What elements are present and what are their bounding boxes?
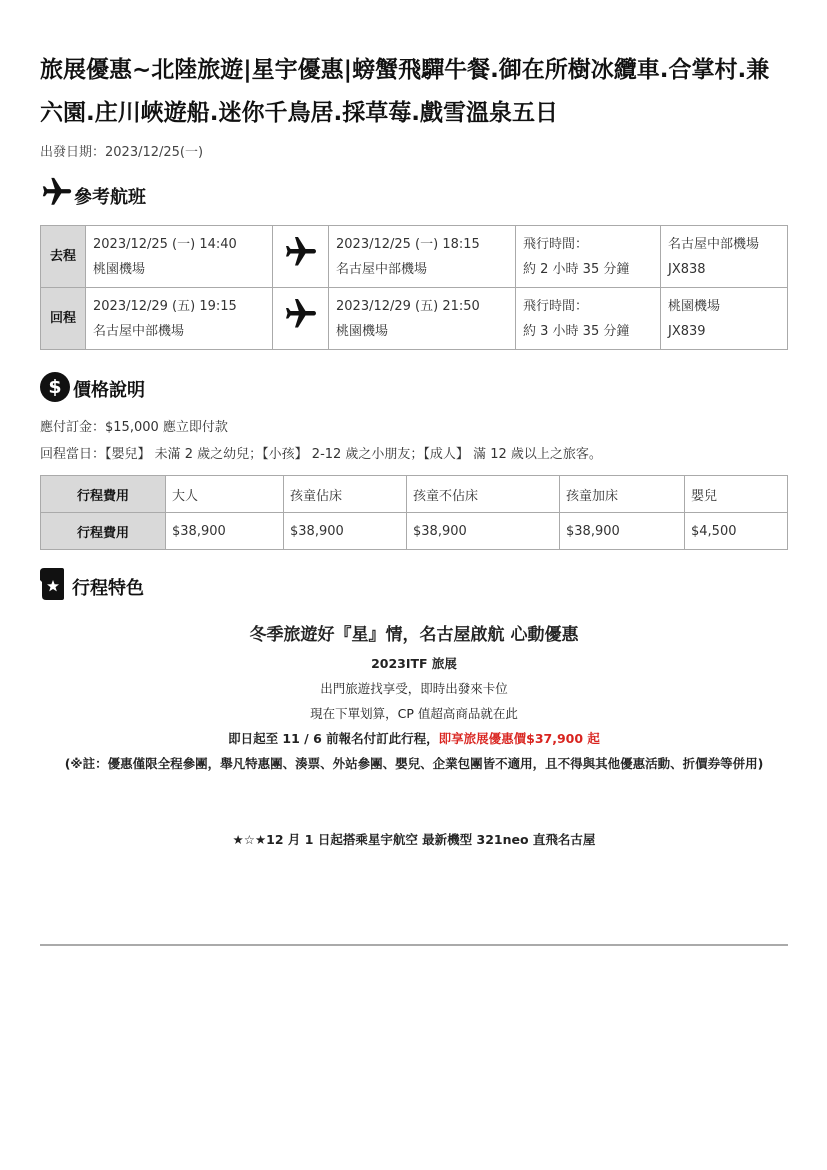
- page-title: 旅展優惠~北陸旅遊|星宇優惠|螃蟹飛驒牛餐.御在所樹冰纜車.合掌村.兼六園.庄川峽遊船.迷你千鳥居.採草莓.戲雪溫泉五日: [40, 57, 770, 126]
- depart-time: 2023/12/29 (五) 19:15: [93, 298, 237, 314]
- depart-time: 2023/12/25 (一) 14:40: [93, 236, 237, 252]
- depart-cell: [86, 226, 273, 288]
- flight-number: JX838: [668, 261, 706, 277]
- duration-cell: [516, 288, 661, 350]
- table-cell: 孩童不佔床: [407, 476, 560, 513]
- arrow-cell: [273, 226, 329, 288]
- table-cell: 行程費用: [41, 513, 166, 550]
- direction-cell: 去程: [41, 226, 86, 288]
- promo-highlight: 即享旅展優惠價$37,900 起: [438, 731, 600, 746]
- departure-date: 出發日期：2023/12/25(一): [40, 145, 204, 160]
- arrive-airport: 名古屋中部機場: [336, 261, 428, 277]
- arrive-cell: [329, 226, 516, 288]
- arrive-time: 2023/12/29 (五) 21:50: [336, 298, 480, 314]
- divider: [40, 944, 788, 946]
- flights-heading: [40, 175, 146, 209]
- price-table: [40, 475, 788, 550]
- arrive-cell: [329, 288, 516, 350]
- destination-airport: 名古屋中部機場: [668, 236, 760, 252]
- aircraft-note: ★☆★12 月 1 日起搭乘星宇航空 最新機型 321neo 直飛名古屋: [232, 832, 596, 847]
- disclaimer: (※註：優惠僅限全程參團，舉凡特惠團、湊票、外站參團、嬰兒、企業包團皆不適用，且不得與其他優惠活動、折價券等併用): [64, 756, 764, 771]
- duration-label: 飛行時間：: [523, 298, 589, 314]
- feature-headline: 冬季旅遊好『星』情，名古屋啟航 心動優惠: [249, 625, 579, 645]
- feature-line: 現在下單划算，CP 值超高商品就在此: [310, 706, 518, 721]
- table-cell: 大人: [166, 476, 284, 513]
- table-cell: 孩童加床: [560, 476, 685, 513]
- pricing-heading: [40, 368, 145, 402]
- duration-value: 約 2 小時 35 分鐘: [523, 261, 630, 277]
- flight-info-cell: [661, 288, 788, 350]
- table-cell: $4,500: [685, 513, 788, 550]
- feature-subtitle: 2023ITF 旅展: [371, 656, 457, 671]
- flight-number: JX839: [668, 323, 706, 339]
- table-cell: $38,900: [560, 513, 685, 550]
- table-cell: 行程費用: [41, 476, 166, 513]
- dollar-icon: $: [40, 372, 70, 402]
- deposit-note: 應付訂金：$15,000 應立即付款: [40, 420, 228, 435]
- promo-line: [40, 729, 788, 747]
- duration-label: 飛行時間：: [523, 236, 589, 252]
- star-document-icon: [40, 568, 66, 600]
- arrow-cell: [273, 288, 329, 350]
- duration-value: 約 3 小時 35 分鐘: [523, 323, 630, 339]
- duration-cell: [516, 226, 661, 288]
- flight-row-outbound: [41, 226, 788, 288]
- table-cell: 孩童佔床: [284, 476, 407, 513]
- feature-line: 出門旅遊找享受，即時出發來卡位: [320, 681, 508, 696]
- price-header-row: [41, 476, 788, 513]
- depart-airport: 桃園機場: [93, 261, 146, 277]
- table-cell: $38,900: [407, 513, 560, 550]
- airplane-icon: [40, 175, 74, 209]
- arrive-airport: 桃園機場: [336, 323, 389, 339]
- age-note: 回程當日：【嬰兒】 未滿 2 歲之幼兒；【小孩】 2-12 歲之小朋友；【成人】 滿 12 歲以上之旅客。: [40, 447, 602, 462]
- table-cell: $38,900: [166, 513, 284, 550]
- depart-airport: 名古屋中部機場: [93, 323, 185, 339]
- flights-table: [40, 225, 788, 350]
- airplane-icon: [283, 296, 319, 332]
- features-heading-label: 行程特色: [72, 578, 144, 599]
- pricing-heading-label: 價格說明: [73, 380, 145, 401]
- price-value-row: [41, 513, 788, 550]
- destination-airport: 桃園機場: [668, 298, 721, 314]
- airplane-icon: [283, 234, 319, 270]
- depart-cell: [86, 288, 273, 350]
- direction-cell: 回程: [41, 288, 86, 350]
- table-cell: 嬰兒: [685, 476, 788, 513]
- table-cell: $38,900: [284, 513, 407, 550]
- flights-heading-label: 參考航班: [74, 187, 146, 208]
- flight-row-return: [41, 288, 788, 350]
- promo-prefix: 即日起至 11 / 6 前報名付訂此行程，: [228, 731, 439, 746]
- features-heading: [40, 566, 144, 600]
- flight-info-cell: [661, 226, 788, 288]
- arrive-time: 2023/12/25 (一) 18:15: [336, 236, 480, 252]
